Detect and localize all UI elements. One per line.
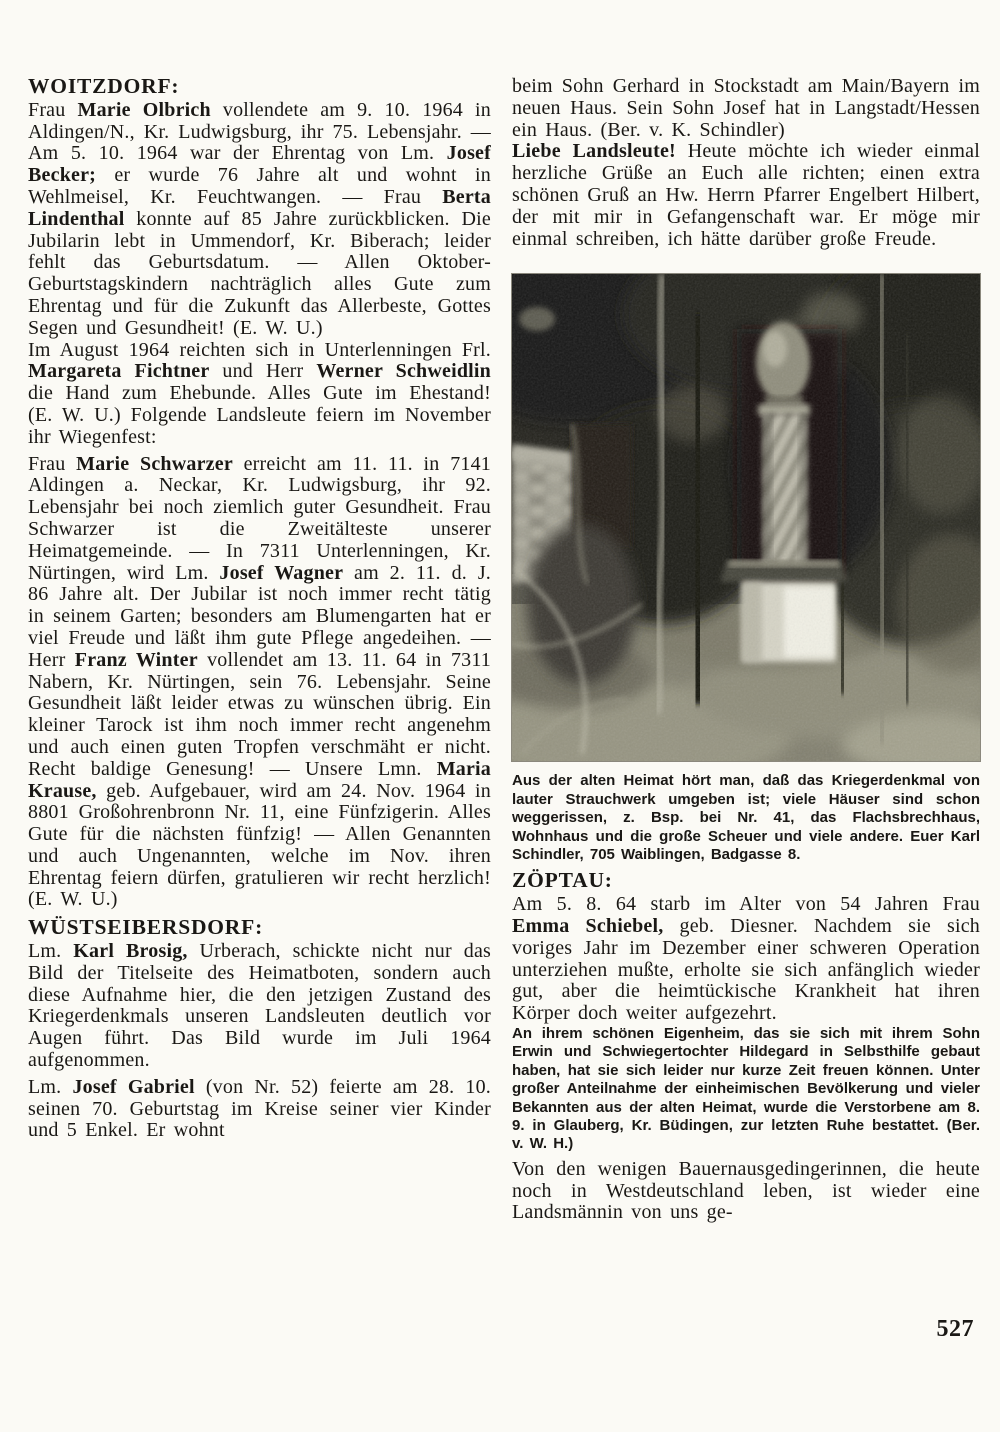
para-schiebel-small: An ihrem schönen Eigenheim, das sie sich mit ihrem Sohn Erwin und Schwiegertochter Hildegard in Selbsthilfe gebaut haben, hat sie sich leider nur kurze Zeit freuen können. Unter großer Anteilnahme der einheimischen Bevölkerung und vieler Bekannten aus der alten Heimat, wurde die Verstorbene am 8. 9. in Glauberg, Kr. Büdingen, zur letzten Ruhe bestattet. (Ber. v. W. H.) [512,1024,980,1153]
heading-zoeptau: ZÖPTAU: [512,868,613,893]
memorial-photo [512,274,980,761]
para-birthdays-october: Frau Marie Olbrich vollendete am 9. 10. 1964 in Aldingen/N., Kr. Ludwigsburg, ihr 75. Lebensjahr. — Am 5. 10. 1964 war der Ehrentag von Lm. Josef Becker; er wurde 76 Jahre alt und wohnt in Wehlmeisel, Kr. Feuchtwangen. — Frau Berta Lindenthal konnte auf 85 Jahre zurückblicken. Die Jubilarin lebt in Ummendorf, Kr. Biberach; leider fehlt das Geburtsdatum. — Allen Oktober-Geburtstagskindern nachträglich alles Gute zum Ehrentag und für die Zukunft das Allerbeste, Gottes Segen und Gesundheit! (E. W. U.) [28,98,491,339]
memorial-photo-art [512,274,980,761]
para-schiebel: Am 5. 8. 64 starb im Alter von 54 Jahren Frau Emma Schiebel, geb. Diesner. Nachdem sie sich voriges Jahr im Dezember einer schweren Operation unterziehen mußte, erholte sie sich anfänglich wieder gut, aber die heimtückische Krankheit hat ihren Körper doch weiter aufgezehrt. [512,893,980,1025]
para-liebe-landsleute: Liebe Landsleute! Heute möchte ich wieder einmal herzliche Grüße an Euch alle richten; einen extra schönen Gruß an Hw. Herrn Pfarrer Engelbert Hilbert, der mit mir in Gefangenschaft war. Er möge mir einmal schreiben, ich hätte darüber große Freude. [512,140,981,250]
page-number: 527 [936,1316,974,1342]
para-birthdays-november: Frau Marie Schwarzer erreicht am 11. 11. in 7141 Aldingen a. Neckar, Kr. Ludwigsburg, ihr 92. Lebensjahr bei noch ziemlich guter Gesundheit. Frau Schwarzer ist die Zweitälteste unserer Heimatgemeinde. — In 7311 Unterlenningen, Kr. Nürtingen, wird Lm. Josef Wagner am 2. 11. d. J. 86 Jahre alt. Der Jubilar ist noch immer recht tätig in seinem Garten; besonders am Blumengarten hat er viel Freude und läßt ihm gute Pflege angedeihen. — Herr Franz Winter vollendet am 13. 11. 64 in 7311 Nabern, Kr. Nürtingen, sein 76. Lebensjahr. Seine Gesundheit läßt leider etwas zu wünschen übrig. Ein kleiner Tarock ist ihm noch immer recht angenehm und auch einen guten Tropfen verschmäht er nicht. Recht baldige Genesung! — Unsere Lmn. Maria Krause, geb. Aufgebauer, wird am 24. Nov. 1964 in 8801 Großohrenbronn Nr. 11, eine Fünfzigerin. Alles Gute für die nächsten fünfzig! — Allen Genannten und auch Ungenannten, welche im Nov. ihren Ehrentag feiern dürfen, gratulieren wir recht herzlich! (E. W. U.) [28,452,491,911]
para-wedding: Im August 1964 reichten sich in Unterlenningen Frl. Margareta Fichtner und Herr Werner Schweidlin die Hand zum Ehebunde. Alles Gute im Ehestand! (E. W. U.) Folgende Landsleute feiern im November ihr Wiegenfest: [28,338,492,448]
para-gabriel-continued: beim Sohn Gerhard in Stockstadt am Main/Bayern im neuen Haus. Sein Sohn Josef hat in Langstadt/Hessen ein Haus. (Ber. v. K. Schindler) [512,75,980,141]
para-gabriel: Lm. Josef Gabriel (von Nr. 52) feierte am 28. 10. seinen 70. Geburtstag im Kreise seiner vier Kinder und 5 Enkel. Er wohnt [28,1075,491,1142]
para-brosig: Lm. Karl Brosig, Urberach, schickte nicht nur das Bild der Titelseite des Heimatboten, sondern auch diese Aufnahme hier, die den jetzigen Zustand des Kriegerdenkmals unseren Landsleuten deutlich vor Augen führt. Das Bild wurde im Juli 1964 aufgenommen. [28,940,492,1072]
photo-caption: Aus der alten Heimat hört man, daß das Kriegerdenkmal von lauter Strauchwerk umgeben ist; viele Häuser sind schon weggerissen, z. Bsp. bei Nr. 41, das Flachsbrechhaus, Wohnhaus und die große Scheuer und viele andere. Euer Karl Schindler, 705 Waiblingen, Badgasse 8. [512,772,980,863]
heading-woitzdorf: WOITZDORF: [28,74,180,98]
right-column [512,76,980,1224]
left-column [28,76,491,1142]
para-bauernausgedingerinnen: Von den wenigen Bauernausgedingerinnen, die heute noch in Westdeutschland leben, ist wieder eine Landsmännin von uns ge- [512,1157,980,1224]
heading-wuestseibersdorf: WÜSTSEIBERSDORF: [28,915,264,940]
photo-grain-overlay [512,274,980,761]
